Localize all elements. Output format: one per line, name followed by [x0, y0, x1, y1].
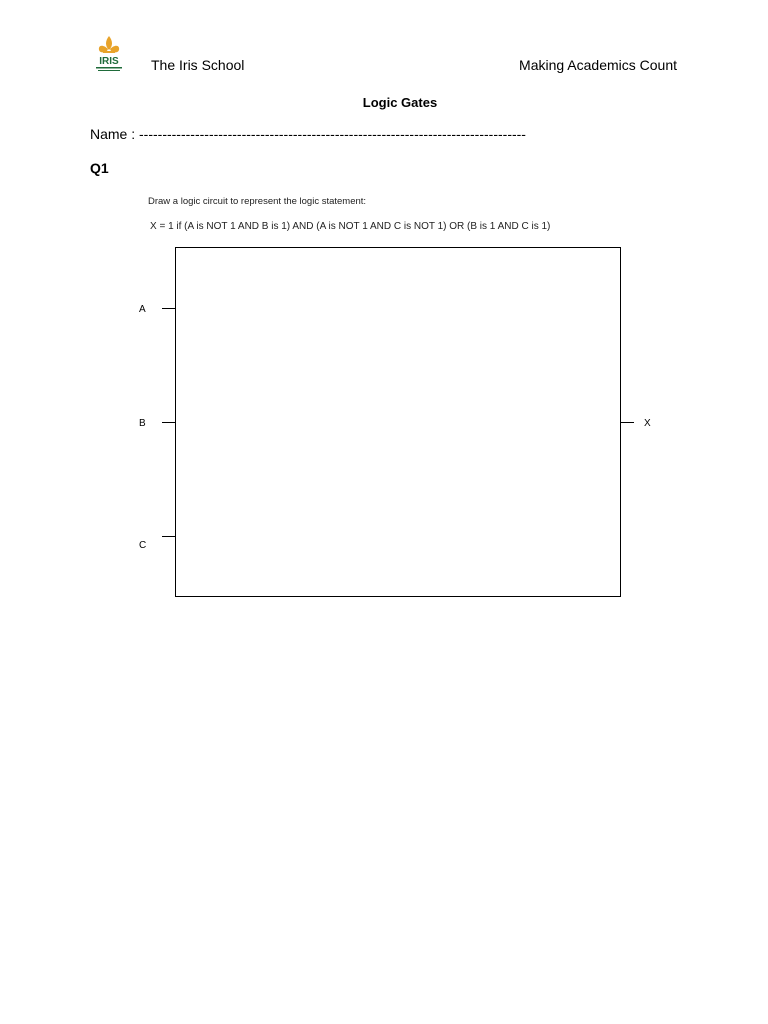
answer-box	[176, 248, 621, 597]
output-label-x: X	[644, 418, 651, 429]
question-instruction: Draw a logic circuit to represent the logic statement:	[148, 196, 367, 207]
logic-statement: X = 1 if (A is NOT 1 AND B is 1) AND (A is NOT 1 AND C is NOT 1) OR (B is 1 AND C is 1)	[150, 221, 551, 232]
school-motto: Making Academics Count	[519, 57, 677, 73]
question-label: Q1	[90, 160, 109, 176]
input-label-c: C	[139, 540, 147, 551]
logo-text: IRIS	[99, 56, 119, 67]
page-title: Logic Gates	[362, 95, 438, 110]
name-field-line: Name : -----------------------------------------------------------------------------------	[90, 126, 526, 142]
input-label-a: A	[139, 304, 146, 315]
school-name: The Iris School	[151, 57, 245, 73]
input-label-b: B	[139, 418, 146, 429]
